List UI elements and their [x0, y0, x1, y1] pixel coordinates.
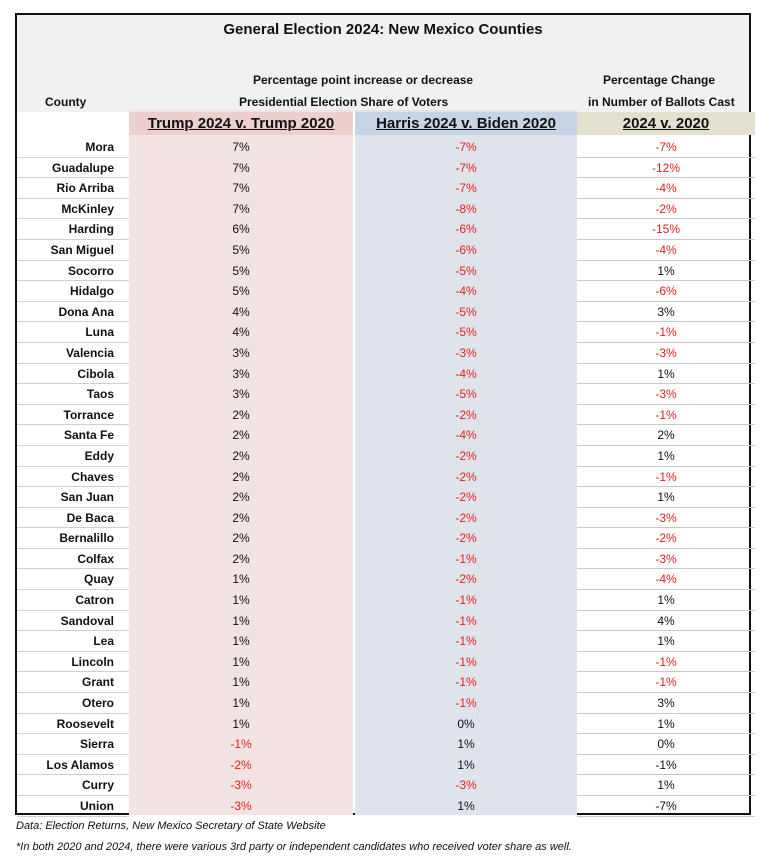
harris-change-cell: -2%: [455, 407, 477, 422]
ballots-change-cell: -3%: [577, 508, 755, 529]
table-row: [17, 261, 749, 282]
ballots-change-cell: -3%: [577, 549, 755, 570]
ballots-change-cell: -7%: [577, 137, 755, 158]
harris-change-cell: -2%: [455, 510, 477, 525]
harris-change-cell: -4%: [455, 284, 477, 299]
table-row: [17, 714, 749, 735]
trump-column-header: [129, 112, 353, 135]
trump-change-cell: 1%: [232, 572, 250, 587]
county-name: De Baca: [66, 510, 114, 525]
harris-change-cell: -6%: [455, 242, 477, 257]
table-row: [17, 219, 749, 240]
share-header-line1: Percentage point increase or decrease: [253, 73, 474, 87]
ballots-change-cell: -6%: [577, 281, 755, 302]
county-name: Chaves: [71, 469, 114, 484]
trump-change-cell: 7%: [232, 140, 250, 154]
source-note: Data: Election Returns, New Mexico Secretary of State Website: [16, 820, 326, 832]
table-row: [17, 425, 749, 446]
ballots-change-cell: 1%: [577, 775, 755, 796]
harris-change-cell: -2%: [455, 531, 477, 546]
ballots-change-cell: 4%: [577, 611, 755, 632]
ballots-change-cell: 1%: [577, 714, 755, 735]
ballots-change-cell: 1%: [577, 446, 755, 467]
ballots-change-cell: -1%: [577, 672, 755, 693]
table-row: [17, 631, 749, 652]
ballots-change-cell: 1%: [577, 261, 755, 282]
ballots-change-cell: 1%: [577, 364, 755, 385]
table-row: [17, 178, 749, 199]
table-row: [17, 322, 749, 343]
county-name: Torrance: [63, 407, 114, 422]
harris-change-cell: -5%: [455, 387, 477, 402]
county-name: Guadalupe: [51, 160, 114, 175]
harris-change-cell: -5%: [455, 304, 477, 319]
trump-change-cell: -3%: [230, 778, 252, 793]
trump-change-cell: 1%: [232, 634, 250, 649]
trump-change-cell: 2%: [232, 531, 250, 546]
trump-change-cell: 2%: [232, 407, 250, 422]
ballots-change-cell: 3%: [577, 693, 755, 714]
ballots-change-cell: -4%: [577, 178, 755, 199]
ballots-header-line2: in Number of Ballots Cast: [588, 95, 735, 109]
table-row: [17, 611, 749, 632]
ballots-change-cell: -1%: [577, 322, 755, 343]
county-name: Roosevelt: [56, 716, 114, 731]
trump-change-cell: 5%: [232, 284, 250, 299]
county-name: Union: [80, 799, 114, 813]
harris-change-cell: -2%: [455, 448, 477, 463]
harris-column-header: [355, 112, 577, 135]
table-row: [17, 364, 749, 385]
county-name: Mora: [85, 140, 114, 154]
county-name: Taos: [86, 387, 114, 402]
trump-change-cell: 1%: [232, 675, 250, 690]
footnote: *In both 2020 and 2024, there were various 3rd party or independent candidates who received voter share as well.: [16, 841, 572, 853]
county-name: Lincoln: [71, 654, 114, 669]
trump-change-cell: 1%: [232, 716, 250, 731]
table-row: [17, 775, 749, 796]
harris-change-cell: -8%: [455, 201, 477, 216]
county-name: McKinley: [61, 201, 114, 216]
county-name: Cibola: [77, 366, 114, 381]
county-name: Hidalgo: [70, 284, 114, 299]
table-row: [17, 446, 749, 467]
harris-change-cell: -7%: [455, 181, 477, 196]
county-name: Eddy: [84, 448, 114, 463]
table-row: [17, 240, 749, 261]
harris-change-cell: -1%: [455, 593, 477, 608]
trump-change-cell: 2%: [232, 551, 250, 566]
harris-change-cell: -7%: [455, 140, 477, 154]
table-row: [17, 405, 749, 426]
table-row: [17, 796, 749, 817]
trump-change-cell: 7%: [232, 181, 250, 196]
ballots-change-cell: -1%: [577, 467, 755, 488]
harris-change-cell: -4%: [455, 366, 477, 381]
ballots-change-cell: -7%: [577, 796, 755, 817]
table-row: [17, 734, 749, 755]
table-row: [17, 590, 749, 611]
county-name: Curry: [81, 778, 114, 793]
ballots-column-header: [577, 112, 755, 135]
county-name: Luna: [85, 325, 114, 340]
county-name: Bernalillo: [59, 531, 114, 546]
trump-change-cell: 4%: [232, 325, 250, 340]
trump-change-cell: 5%: [232, 242, 250, 257]
ballots-change-cell: 3%: [577, 302, 755, 323]
table-row: [17, 508, 749, 529]
table-row: [17, 693, 749, 714]
table-body: [17, 137, 749, 817]
county-name: Dona Ana: [58, 304, 114, 319]
ballots-header-line1: Percentage Change: [603, 73, 716, 87]
harris-change-cell: -4%: [455, 428, 477, 443]
table-row: [17, 672, 749, 693]
row-divider: [17, 816, 129, 817]
trump-change-cell: 1%: [232, 613, 250, 628]
harris-change-cell: 1%: [457, 757, 475, 772]
county-name: Harding: [68, 222, 114, 237]
ballots-change-cell: -1%: [577, 755, 755, 776]
table-row: [17, 137, 749, 158]
trump-change-cell: 3%: [232, 345, 250, 360]
county-name: Colfax: [77, 551, 114, 566]
harris-change-cell: -2%: [455, 469, 477, 484]
trump-change-cell: 7%: [232, 160, 250, 175]
table-row: [17, 158, 749, 179]
harris-change-cell: -1%: [455, 551, 477, 566]
county-name: Catron: [75, 593, 114, 608]
table-row: [17, 487, 749, 508]
trump-change-cell: 1%: [232, 696, 250, 711]
ballots-change-cell: -4%: [577, 569, 755, 590]
table-row: [17, 281, 749, 302]
table-row: [17, 528, 749, 549]
trump-change-cell: 1%: [232, 593, 250, 608]
trump-change-cell: 2%: [232, 490, 250, 505]
harris-change-cell: -5%: [455, 263, 477, 278]
harris-change-cell: -7%: [455, 160, 477, 175]
table-row: [17, 384, 749, 405]
share-header-line2: Presidential Election Share of Voters: [239, 95, 449, 109]
harris-change-cell: 1%: [457, 737, 475, 752]
harris-column-label: Harris 2024 v. Biden 2020: [376, 115, 556, 132]
table-row: [17, 652, 749, 673]
harris-change-cell: -3%: [455, 778, 477, 793]
trump-change-cell: 2%: [232, 448, 250, 463]
harris-change-cell: -3%: [455, 345, 477, 360]
ballots-change-cell: 0%: [577, 734, 755, 755]
ballots-change-cell: 1%: [577, 631, 755, 652]
trump-change-cell: 2%: [232, 428, 250, 443]
ballots-change-cell: 1%: [577, 590, 755, 611]
ballots-change-cell: -3%: [577, 343, 755, 364]
harris-change-cell: -1%: [455, 675, 477, 690]
trump-change-cell: 3%: [232, 387, 250, 402]
harris-change-cell: -5%: [455, 325, 477, 340]
table-row: [17, 302, 749, 323]
county-name: Valencia: [65, 345, 114, 360]
ballots-change-cell: -2%: [577, 199, 755, 220]
trump-change-cell: -1%: [230, 737, 252, 752]
county-name: Socorro: [67, 263, 114, 278]
trump-change-cell: 5%: [232, 263, 250, 278]
trump-change-cell: 1%: [232, 654, 250, 669]
trump-change-cell: -3%: [230, 799, 252, 813]
ballots-change-cell: 2%: [577, 425, 755, 446]
trump-change-cell: 6%: [232, 222, 250, 237]
table-title: General Election 2024: New Mexico Counties: [223, 21, 543, 38]
county-name: Lea: [93, 634, 114, 649]
ballots-column-label: 2024 v. 2020: [622, 115, 710, 132]
harris-change-cell: -1%: [455, 634, 477, 649]
table-row: [17, 467, 749, 488]
table-row: [17, 199, 749, 220]
election-table: [15, 13, 751, 815]
table-row: [17, 343, 749, 364]
harris-change-cell: -1%: [455, 613, 477, 628]
trump-change-cell: 7%: [232, 201, 250, 216]
county-header: County: [45, 95, 87, 109]
ballots-change-cell: 1%: [577, 487, 755, 508]
trump-change-cell: 4%: [232, 304, 250, 319]
harris-change-cell: -6%: [455, 222, 477, 237]
ballots-change-cell: -4%: [577, 240, 755, 261]
county-name: San Juan: [60, 490, 114, 505]
table-row: [17, 755, 749, 776]
trump-change-cell: 2%: [232, 510, 250, 525]
ballots-change-cell: -2%: [577, 528, 755, 549]
harris-change-cell: -2%: [455, 572, 477, 587]
county-name: Rio Arriba: [56, 181, 114, 196]
harris-change-cell: 0%: [457, 716, 475, 731]
trump-change-cell: 2%: [232, 469, 250, 484]
ballots-change-cell: -3%: [577, 384, 755, 405]
ballots-change-cell: -12%: [577, 158, 755, 179]
county-name: Quay: [83, 572, 114, 587]
ballots-change-cell: -1%: [577, 652, 755, 673]
county-name: Santa Fe: [63, 428, 114, 443]
table-header: [17, 15, 749, 112]
harris-change-cell: -1%: [455, 654, 477, 669]
table-row: [17, 569, 749, 590]
harris-change-cell: -2%: [455, 490, 477, 505]
trump-change-cell: 3%: [232, 366, 250, 381]
harris-change-cell: 1%: [457, 799, 475, 813]
trump-change-cell: -2%: [230, 757, 252, 772]
county-name: Los Alamos: [46, 757, 114, 772]
county-name: Otero: [81, 696, 114, 711]
county-name: San Miguel: [50, 242, 114, 257]
county-name: Sierra: [79, 737, 114, 752]
ballots-change-cell: -15%: [577, 219, 755, 240]
county-name: Grant: [81, 675, 114, 690]
table-row: [17, 549, 749, 570]
trump-column-label: Trump 2024 v. Trump 2020: [147, 115, 335, 132]
ballots-change-cell: -1%: [577, 405, 755, 426]
county-name: Sandoval: [60, 613, 114, 628]
harris-change-cell: -1%: [455, 696, 477, 711]
